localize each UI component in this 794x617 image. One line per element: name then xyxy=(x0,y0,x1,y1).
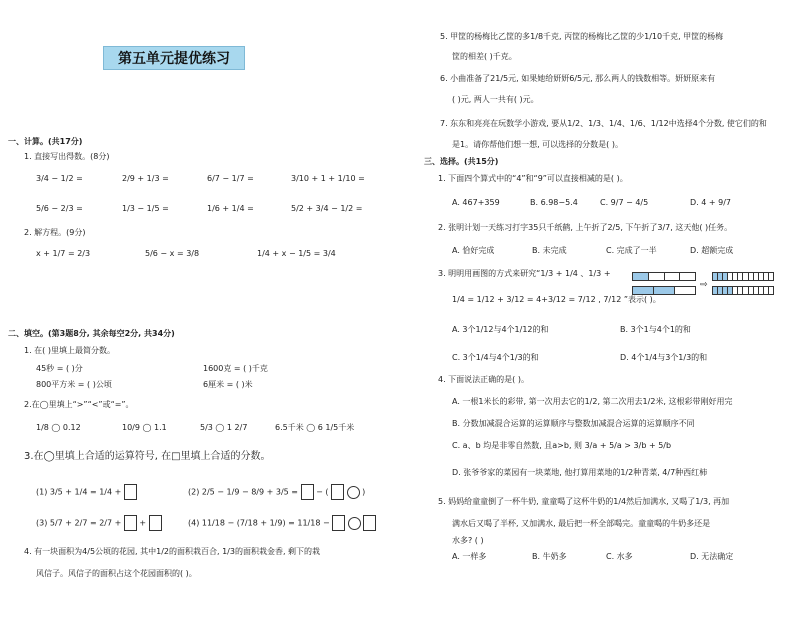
choice-option[interactable]: D. 超额完成 xyxy=(690,246,734,255)
choice-5-line2: 满水后又喝了半杯, 又加满水, 最后把一杯全部喝完。童童喝的牛奶多还是 xyxy=(452,519,711,528)
op-item-1 xyxy=(36,484,137,500)
unit-item: 45秒 = ( )分 xyxy=(36,364,83,373)
section-3-heading: 三、选择。(共15分) xyxy=(424,157,499,166)
calc-item: 1/3 − 1/5 = xyxy=(122,204,169,213)
answer-box[interactable] xyxy=(149,515,162,531)
choice-option[interactable]: D. 4个1/4与3个1/3的和 xyxy=(620,353,708,362)
calc-item: 3/10 + 1 + 1/10 = xyxy=(291,174,365,183)
unit-item: 6厘米 = ( )米 xyxy=(203,380,253,389)
q1-1-prompt: 1. 直接写出得数。(8分) xyxy=(24,152,110,161)
q5-line2: 筐的相差( )千克。 xyxy=(452,52,517,61)
op-expr: (3) 5/7 + 2/7 = 2/7 + xyxy=(36,518,122,528)
q7-line1: 7. 东东和亮亮在玩数学小游戏, 要从1/2、1/3、1/4、1/6、1/12中选择4个分数, 使它们的和 xyxy=(440,119,767,128)
choice-4-prompt: 4. 下面说法正确的是( )。 xyxy=(438,375,529,384)
choice-option[interactable]: A. 恰好完成 xyxy=(452,246,495,255)
fraction-bar-b xyxy=(632,286,696,295)
choice-option[interactable]: C. 完成了一半 xyxy=(606,246,657,255)
choice-option[interactable]: B. 3个1与4个1的和 xyxy=(620,325,691,334)
choice-option[interactable]: B. 牛奶多 xyxy=(532,552,567,561)
choice-option[interactable]: B. 6.98−5.4 xyxy=(530,198,578,207)
choice-option[interactable]: A. 3个1/12与4个1/12的和 xyxy=(452,325,549,334)
section-1-heading: 一、计算。(共17分) xyxy=(8,137,83,146)
q7-line2: 是1。请你帮他们想一想, 可以选择的分数是( )。 xyxy=(452,140,623,149)
op-expr: (2) 2/5 − 1/9 − 8/9 + 3/5 = xyxy=(188,487,298,497)
choice-option[interactable]: B. 分数加减混合运算的运算顺序与整数加减混合运算的运算顺序不同 xyxy=(452,419,695,428)
choice-3-line1: 3. 明明用画图的方式来研究“1/3 + 1/4 、1/3 + xyxy=(438,269,611,278)
answer-box[interactable] xyxy=(124,515,137,531)
op-expr: (4) 11/18 − (7/18 + 1/9) = 11/18 − xyxy=(188,518,330,528)
answer-box[interactable] xyxy=(301,484,314,500)
choice-option[interactable]: C. 水多 xyxy=(606,552,633,561)
q2-4-line2: 风信子。风信子的面积占这个花园面积的( )。 xyxy=(36,569,197,578)
fraction-bar-twelfths-a xyxy=(712,272,774,281)
choice-option[interactable]: D. 无法确定 xyxy=(690,552,734,561)
calc-item: 5/6 − 2/3 = xyxy=(36,204,83,213)
calc-item: 1/6 + 1/4 = xyxy=(207,204,254,213)
op-expr: (1) 3/5 + 1/4 = 1/4 + xyxy=(36,487,122,497)
compare-item: 10/9 ◯ 1.1 xyxy=(122,423,167,432)
arrow-icon: ⇨ xyxy=(700,280,708,290)
q2-2-prompt: 2.在◯里填上“>”“<”或“=”。 xyxy=(24,400,134,409)
answer-box[interactable] xyxy=(332,515,345,531)
q2-1-prompt: 1. 在( )里填上最简分数。 xyxy=(24,346,115,355)
answer-box[interactable] xyxy=(331,484,344,500)
calc-item: 2/9 + 1/3 = xyxy=(122,174,169,183)
q2-4-line1: 4. 有一块面积为4/5公顷的花园, 其中1/2的面积栽百合, 1/3的面积栽金香, 剩下的栽 xyxy=(24,547,321,556)
compare-item: 6.5千米 ◯ 6 1/5千米 xyxy=(275,423,355,432)
calc-item: 5/2 + 3/4 − 1/2 = xyxy=(291,204,363,213)
choice-option[interactable]: A. 一根1米长的彩带, 第一次用去它的1/2, 第二次用去1/2米, 这根彩带刚好用完 xyxy=(452,397,733,406)
choice-3-line2: 1/4 = 1/12 + 3/12 = 4+3/12 = 7/12 , 7/12 ”表示( )。 xyxy=(452,295,661,304)
choice-option[interactable]: A. 一样多 xyxy=(452,552,487,561)
choice-option[interactable]: C. 9/7 − 4/5 xyxy=(600,198,649,207)
equation-item: 1/4 + x − 1/5 = 3/4 xyxy=(257,249,336,258)
calc-item: 3/4 − 1/2 = xyxy=(36,174,83,183)
unit-item: 1600克 = ( )千克 xyxy=(203,364,268,373)
unit-item: 800平方米 = ( )公顷 xyxy=(36,380,112,389)
q1-2-prompt: 2. 解方程。(9分) xyxy=(24,228,86,237)
compare-item: 5/3 ◯ 1 2/7 xyxy=(200,423,248,432)
choice-5-line1: 5. 妈妈给童童倒了一杯牛奶, 童童喝了这杯牛奶的1/4然后加满水, 又喝了1/3, 再加 xyxy=(438,497,730,506)
q2-3-prompt: 3.在◯里填上合适的运算符号, 在□里填上合适的分数。 xyxy=(24,451,271,462)
op-item-2: (2) 2/5 − 1/9 − 8/9 + 3/5 = − ( ) xyxy=(188,484,365,500)
choice-option[interactable]: D. 张爷爷家的菜园有一块菜地, 他打算用菜地的1/2种青菜, 4/7种西红柿 xyxy=(452,468,708,477)
op-item-4 xyxy=(188,515,376,531)
choice-option[interactable]: B. 未完成 xyxy=(532,246,567,255)
section-2-heading: 二、填空。(第3题8分, 其余每空2分, 共34分) xyxy=(8,329,175,338)
choice-2-prompt: 2. 张明计划一天练习打字35只千纸鹤, 上午折了2/5, 下午折了3/7, 这天他( )任务。 xyxy=(438,223,733,232)
choice-option[interactable]: A. 467+359 xyxy=(452,198,500,207)
q6-line2: ( )元, 两人一共有( )元。 xyxy=(452,95,539,104)
q6-line1: 6. 小曲准备了21/5元, 如果她给妍妍6/5元, 那么两人的钱数相等。妍妍原来有 xyxy=(440,74,716,83)
choice-option[interactable]: C. a、b 均是非零自然数, 且a>b, 则 3/a + 5/a > 3/b + 5/b xyxy=(452,441,672,450)
fraction-bar-twelfths-b xyxy=(712,286,774,295)
compare-item: 1/8 ◯ 0.12 xyxy=(36,423,81,432)
answer-box[interactable] xyxy=(124,484,137,500)
equation-item: 5/6 − x = 3/8 xyxy=(145,249,200,258)
equation-item: x + 1/7 = 2/3 xyxy=(36,249,91,258)
choice-5-line3: 水多? ( ) xyxy=(452,536,484,545)
choice-1-prompt: 1. 下面四个算式中的“4”和“9”可以直接相减的是( )。 xyxy=(438,174,628,183)
op-item-3: (3) 5/7 + 2/7 = 2/7 + + xyxy=(36,515,162,531)
choice-option[interactable]: D. 4 + 9/7 xyxy=(690,198,731,207)
page-title: 第五单元提优练习 xyxy=(103,46,245,70)
calc-item: 6/7 − 1/7 = xyxy=(207,174,254,183)
answer-box[interactable] xyxy=(363,515,376,531)
q5-line1: 5. 甲筐的杨梅比乙筐的多1/8千克, 丙筐的杨梅比乙筐的少1/10千克, 甲筐的杨梅 xyxy=(440,32,724,41)
op-circle[interactable] xyxy=(347,486,360,499)
op-circle[interactable] xyxy=(348,517,361,530)
choice-option[interactable]: C. 3个1/4与4个1/3的和 xyxy=(452,353,539,362)
fraction-bar-a xyxy=(632,272,696,281)
